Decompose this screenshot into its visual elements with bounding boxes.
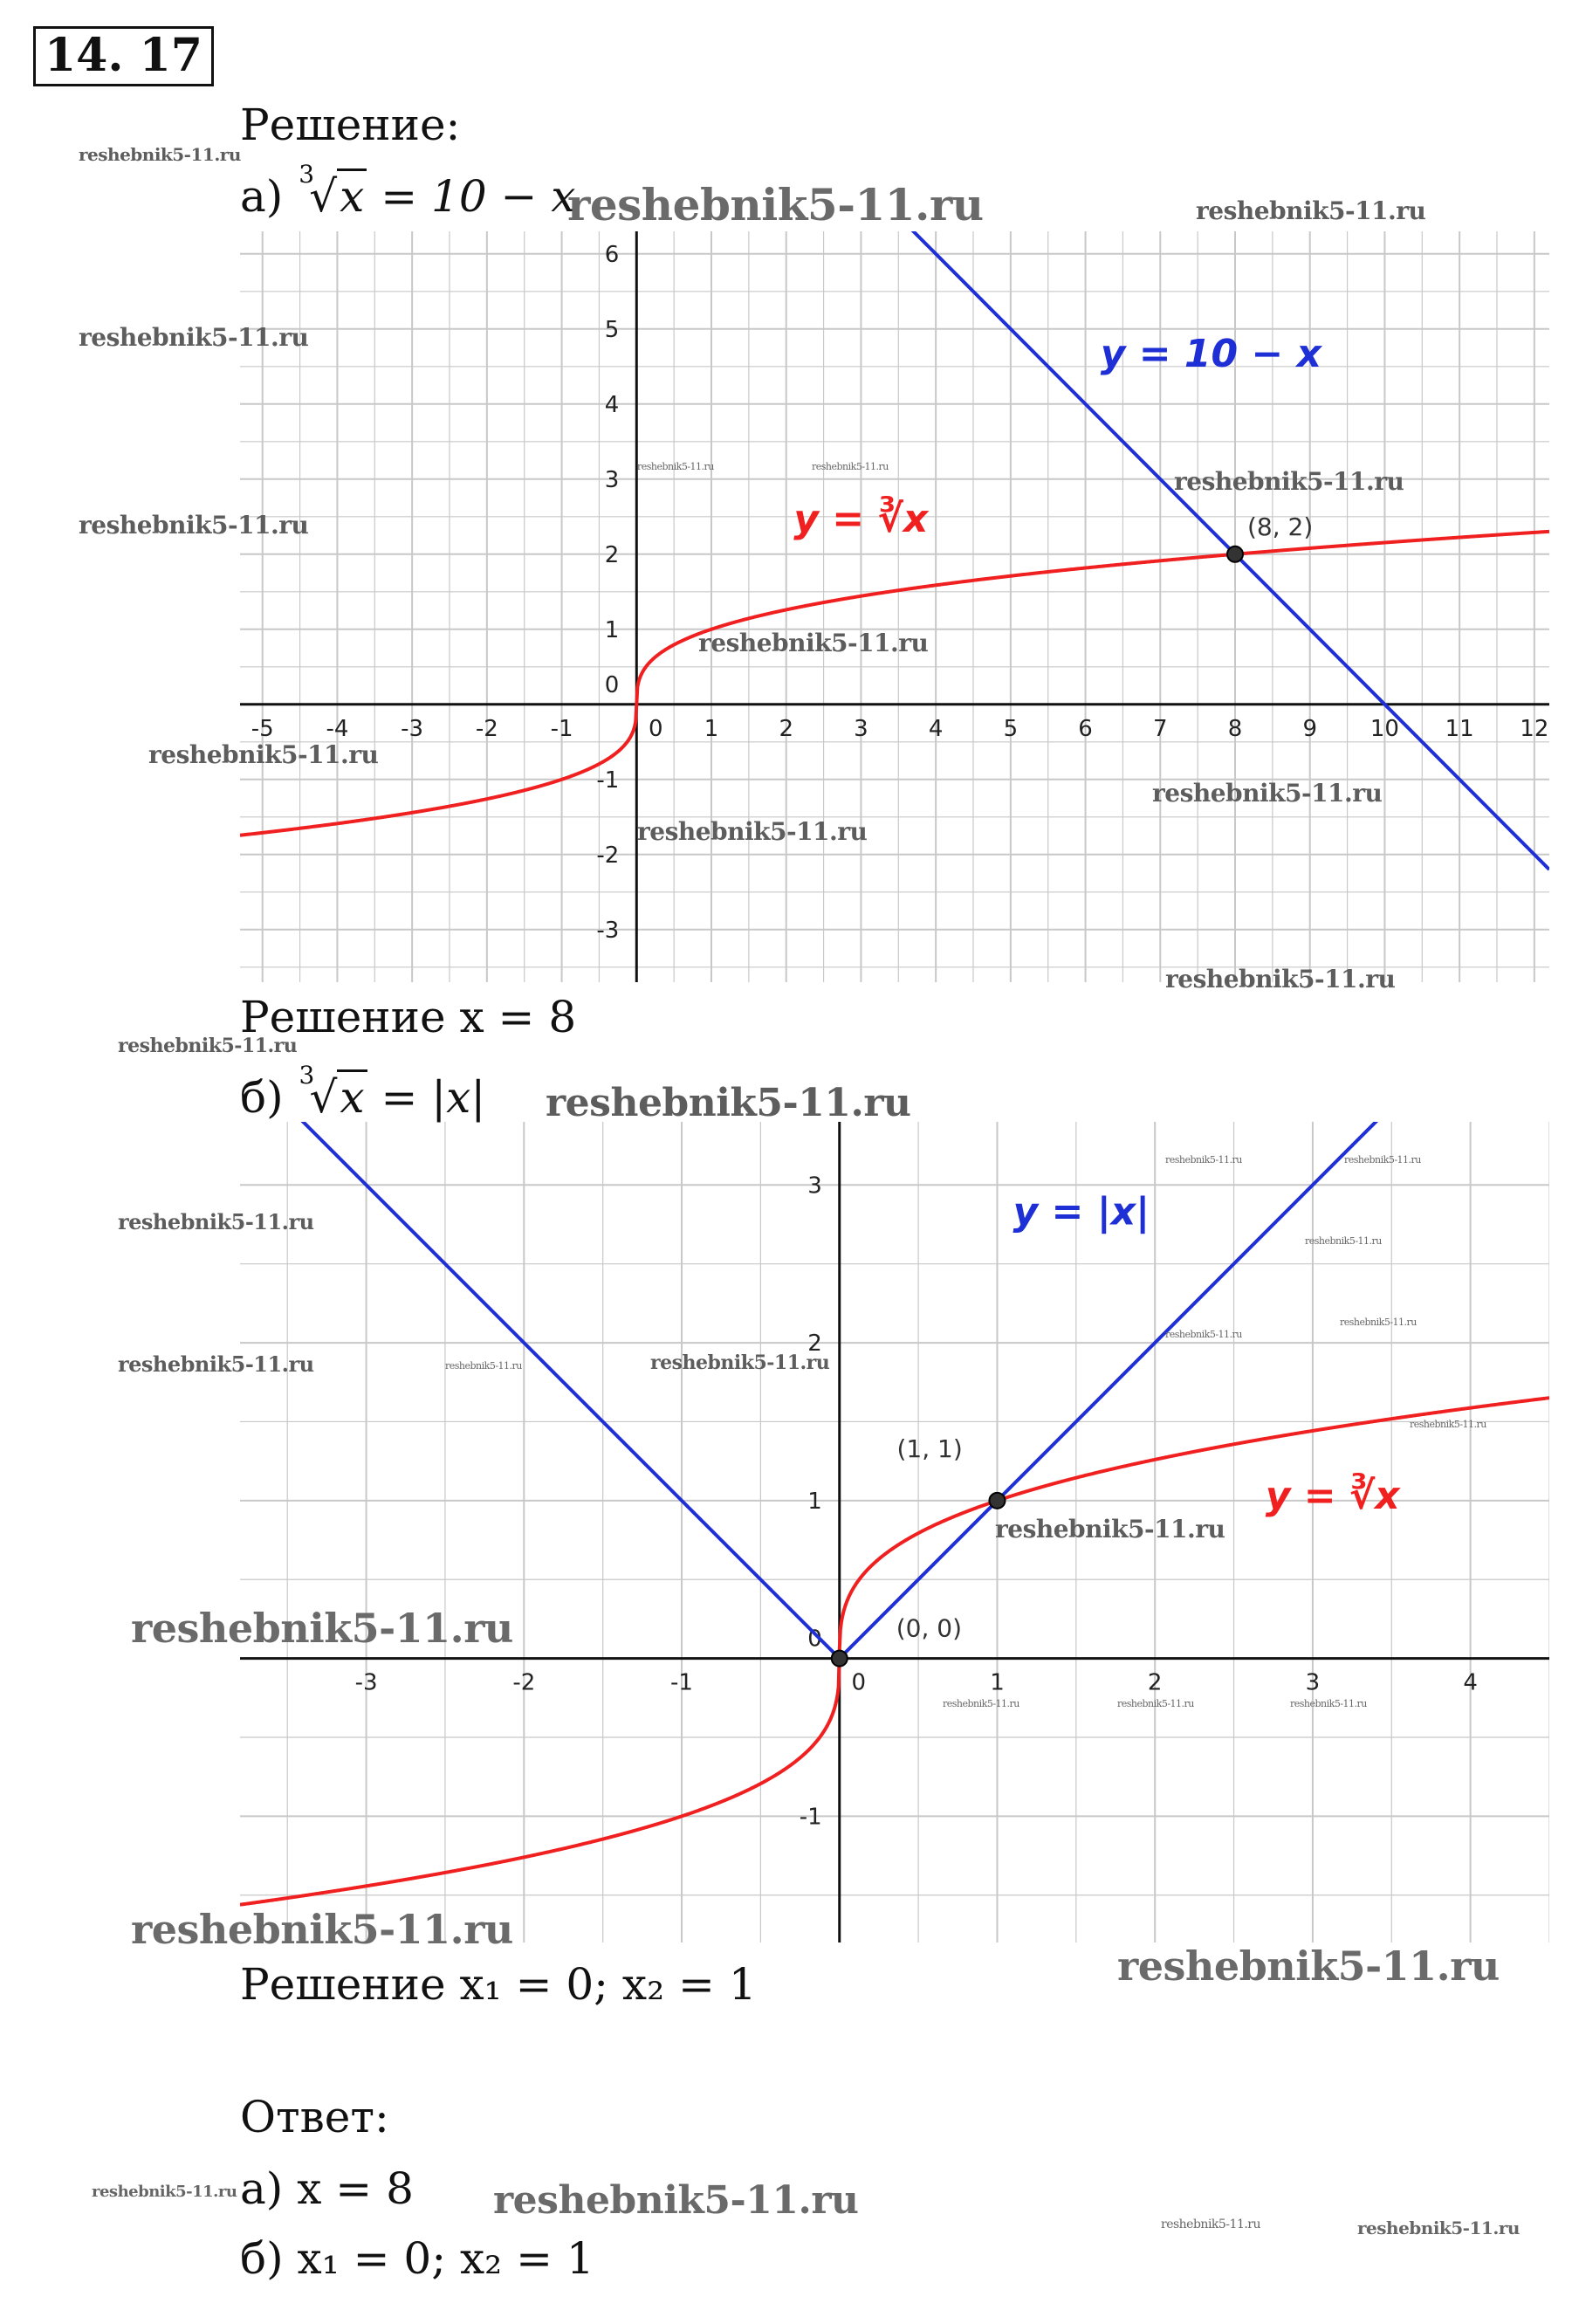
watermark: reshebnik5-11.ru	[812, 461, 889, 472]
x-tick-label: -1	[670, 1669, 693, 1696]
watermark: reshebnik5-11.ru	[1305, 1235, 1382, 1247]
y-tick-label: 5	[604, 316, 620, 343]
watermark: reshebnik5-11.ru	[698, 629, 929, 657]
watermark: reshebnik5-11.ru	[1152, 779, 1383, 808]
answer-a: а) x = 8	[240, 2163, 414, 2214]
y-tick-label: 2	[807, 1330, 822, 1358]
intersection-point	[989, 1493, 1005, 1509]
y-tick-label: 1	[604, 616, 620, 643]
series-label: y = 10 − x	[1100, 331, 1322, 376]
intersection-point	[832, 1651, 848, 1667]
watermark: reshebnik5-11.ru	[567, 179, 984, 230]
watermark: reshebnik5-11.ru	[637, 461, 714, 472]
x-tick-label: 12	[1520, 715, 1549, 742]
watermark: reshebnik5-11.ru	[118, 1209, 314, 1234]
x-tick-label: 4	[1463, 1669, 1478, 1696]
equation-b	[240, 1061, 486, 1123]
equation-b-label: б)	[240, 1072, 284, 1123]
y-tick-label: 1	[807, 1488, 822, 1515]
y-tick-label: 2	[604, 541, 620, 568]
watermark: reshebnik5-11.ru	[148, 740, 379, 769]
watermark: reshebnik5-11.ru	[118, 1351, 314, 1377]
watermark: reshebnik5-11.ru	[1165, 1154, 1242, 1165]
watermark: reshebnik5-11.ru	[1161, 2217, 1261, 2231]
result-a: Решение x = 8	[240, 992, 577, 1042]
x-tick-label: -3	[354, 1669, 378, 1696]
x-tick-label: 1	[990, 1669, 1005, 1696]
series-label: y = ∛x	[1265, 1473, 1400, 1518]
x-tick-label: 1	[704, 715, 719, 742]
x-tick-label: -4	[326, 715, 349, 742]
equation-a-label: а)	[240, 171, 284, 222]
y-tick-label: 0	[604, 671, 620, 698]
y-tick-label: 3	[807, 1172, 822, 1200]
x-tick-label: -3	[401, 715, 424, 742]
x-tick-label: 3	[1305, 1669, 1321, 1696]
x-tick-label: -2	[512, 1669, 536, 1696]
watermark: reshebnik5-11.ru	[1117, 1698, 1194, 1709]
point-label: (1, 1)	[896, 1434, 963, 1463]
x-tick-label: 3	[854, 715, 868, 742]
series-label: y = |x|	[1013, 1189, 1150, 1234]
y-tick-label: 4	[604, 391, 620, 418]
point-label: (8, 2)	[1247, 512, 1314, 541]
watermark: reshebnik5-11.ru	[445, 1360, 522, 1372]
watermark: reshebnik5-11.ru	[1357, 2217, 1520, 2238]
x-tick-label: 6	[1078, 715, 1093, 742]
watermark: reshebnik5-11.ru	[1340, 1317, 1417, 1328]
watermark: reshebnik5-11.ru	[1174, 467, 1404, 496]
watermark: reshebnik5-11.ru	[1165, 1329, 1242, 1340]
x-tick-label: 7	[1153, 715, 1168, 742]
watermark: reshebnik5-11.ru	[546, 1081, 911, 1125]
intersection-point	[1227, 547, 1243, 562]
watermark: reshebnik5-11.ru	[79, 323, 309, 352]
equation-b-rhs: = |x|	[381, 1072, 486, 1123]
y-tick-label: -1	[596, 767, 620, 794]
watermark: reshebnik5-11.ru	[1410, 1419, 1486, 1430]
x-tick-label: 2	[779, 715, 793, 742]
y-tick-label: 0	[807, 1626, 822, 1653]
solution-heading: Решение:	[240, 100, 461, 150]
result-b: Решение x₁ = 0; x₂ = 1	[240, 1959, 757, 2010]
watermark: reshebnik5-11.ru	[637, 817, 868, 846]
series-10-x-line	[240, 231, 1549, 870]
watermark: reshebnik5-11.ru	[131, 1906, 513, 1953]
cube-root-b: 3 √x	[298, 1076, 367, 1119]
watermark: reshebnik5-11.ru	[79, 511, 309, 540]
watermark: reshebnik5-11.ru	[1290, 1698, 1367, 1709]
x-tick-label: -1	[550, 715, 573, 742]
x-tick-label: 5	[1003, 715, 1019, 742]
y-tick-label: -3	[596, 917, 620, 944]
y-tick-label: 6	[604, 241, 620, 268]
watermark: reshebnik5-11.ru	[995, 1515, 1225, 1544]
x-tick-label: 11	[1445, 715, 1474, 742]
y-tick-label: -2	[596, 842, 620, 869]
watermark: reshebnik5-11.ru	[1165, 965, 1396, 994]
watermark: reshebnik5-11.ru	[131, 1605, 513, 1652]
x-tick-label: 10	[1369, 715, 1399, 742]
watermark: reshebnik5-11.ru	[79, 144, 241, 165]
chart-a	[240, 231, 1549, 982]
x-tick-label: 8	[1227, 715, 1243, 742]
watermark: reshebnik5-11.ru	[493, 2178, 859, 2223]
x-tick-label: 4	[928, 715, 944, 742]
y-tick-label: -1	[799, 1804, 822, 1831]
watermark: reshebnik5-11.ru	[1196, 196, 1426, 225]
problem-number: 14. 17	[33, 26, 214, 86]
cube-root-a: 3 √x	[297, 175, 367, 218]
answer-b: б) x₁ = 0; x₂ = 1	[240, 2233, 594, 2284]
watermark: reshebnik5-11.ru	[118, 1035, 298, 1057]
x-tick-label: 9	[1302, 715, 1317, 742]
point-label: (0, 0)	[896, 1613, 963, 1643]
y-tick-label: 3	[604, 466, 620, 493]
x-tick-label: -2	[475, 715, 498, 742]
equation-a-rhs: = 10 − x	[381, 171, 576, 222]
series-label: y = ∛x	[793, 497, 929, 541]
watermark: reshebnik5-11.ru	[1117, 1942, 1500, 1990]
grid	[240, 231, 1549, 982]
series-abs-line	[240, 1122, 1549, 1659]
answer-heading: Ответ:	[240, 2092, 389, 2142]
watermark: reshebnik5-11.ru	[650, 1351, 830, 1374]
x-tick-label: 2	[1147, 1669, 1163, 1696]
equation-a	[240, 160, 576, 222]
watermark: reshebnik5-11.ru	[92, 2183, 237, 2201]
x-tick-label: 0	[649, 715, 663, 742]
x-tick-label: -5	[251, 715, 274, 742]
watermark: reshebnik5-11.ru	[1344, 1154, 1421, 1165]
watermark: reshebnik5-11.ru	[943, 1698, 1019, 1709]
x-tick-label: 0	[851, 1669, 867, 1696]
